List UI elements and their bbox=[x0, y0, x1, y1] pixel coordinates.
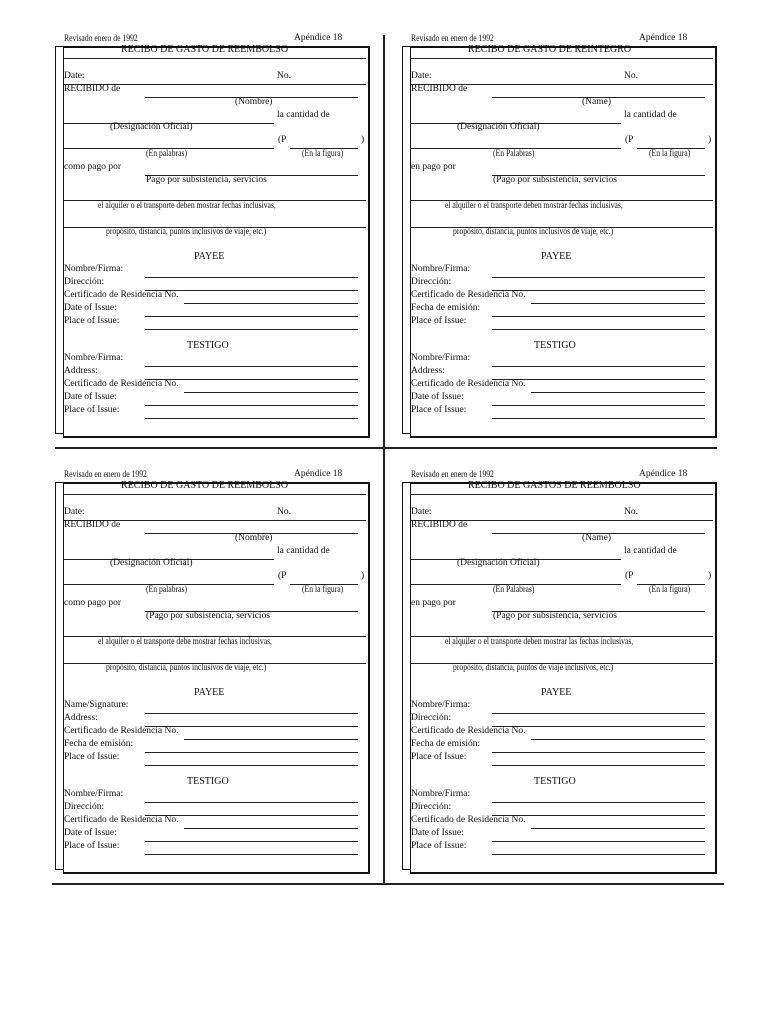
witness-heading: TESTIGO bbox=[187, 340, 229, 351]
form-edge-tab bbox=[55, 482, 63, 870]
payee-name-label: Name/Signature: bbox=[64, 700, 129, 710]
payee-place-line[interactable] bbox=[492, 765, 705, 766]
form-title: RECIBO DE GASTO DE REINTEGRO bbox=[468, 44, 632, 55]
witness-place-line[interactable] bbox=[145, 418, 358, 419]
payee-residence-label: Certificado de Residencia No. bbox=[64, 290, 179, 300]
title-underline bbox=[411, 58, 713, 59]
payee-residence-label: Certificado de Residencia No. bbox=[64, 726, 179, 736]
payee-residence-line[interactable] bbox=[184, 739, 358, 740]
revision-note: Revisado en enero de 1992 bbox=[64, 469, 147, 479]
purpose-line-2: el alquiler o el transporte deben mostrar fechas inclusivas, bbox=[98, 200, 276, 210]
payee-date-label: Fecha de emisión: bbox=[64, 739, 134, 749]
witness-name-line[interactable] bbox=[492, 366, 705, 367]
witness-name-label: Nombre/Firma: bbox=[64, 789, 124, 799]
purpose-line-2: el alquiler o el transporte deben mostrar fechas inclusivas, bbox=[445, 200, 623, 210]
payee-name-label: Nombre/Firma: bbox=[411, 700, 471, 710]
title-underline bbox=[411, 494, 713, 495]
peso-open: (P bbox=[278, 135, 287, 145]
witness-name-line[interactable] bbox=[145, 802, 358, 803]
amount-label: la cantidad de bbox=[277, 110, 330, 120]
figure-caption: (En la figura) bbox=[302, 584, 344, 594]
witness-address-label: Address: bbox=[64, 366, 98, 376]
form-title: RECIBO DE GASTOS DE REEMBOLSO bbox=[468, 480, 641, 491]
payee-name-line[interactable] bbox=[145, 713, 358, 714]
purpose-line-1: (Pago por subsistencia, servicios bbox=[493, 175, 618, 185]
number-label: No. bbox=[624, 71, 638, 81]
title-underline bbox=[64, 58, 366, 59]
payee-name-line[interactable] bbox=[492, 277, 705, 278]
figure-caption: (En la figura) bbox=[302, 148, 344, 158]
form-title: RECIBO DE GASTO DE REEMBOLSO bbox=[121, 480, 289, 491]
payee-date-line[interactable] bbox=[492, 752, 705, 753]
peso-close: ) bbox=[361, 135, 365, 145]
received-from-label: RECIBIDO de bbox=[64, 84, 121, 94]
words-caption: (En palabras) bbox=[146, 584, 187, 594]
payee-date-label: Date of Issue: bbox=[64, 303, 117, 313]
name-caption: (Nombre) bbox=[235, 97, 273, 107]
witness-heading: TESTIGO bbox=[534, 340, 576, 351]
purpose-line-1: Pago por subsistencia, servicios bbox=[146, 175, 267, 185]
purpose-line-2: el alquiler o el transporte deben mostrar las fechas inclusivas, bbox=[445, 636, 634, 646]
payee-heading: PAYEE bbox=[541, 687, 572, 698]
payment-label: como pago por bbox=[64, 162, 121, 172]
number-label: No. bbox=[277, 507, 291, 517]
witness-heading: TESTIGO bbox=[534, 776, 576, 787]
received-from-label: RECIBIDO de bbox=[411, 520, 468, 530]
appendix-label: Apéndice 18 bbox=[294, 469, 343, 479]
receipt-form bbox=[58, 470, 398, 880]
witness-date-label: Date of Issue: bbox=[64, 828, 117, 838]
witness-date-line[interactable] bbox=[492, 405, 705, 406]
payee-heading: PAYEE bbox=[194, 251, 225, 262]
payee-name-line[interactable] bbox=[492, 713, 705, 714]
peso-open: (P bbox=[625, 571, 634, 581]
witness-place-label: Place of Issue: bbox=[64, 405, 120, 415]
witness-address-label: Dirección: bbox=[64, 802, 105, 812]
figure-caption: (En la figura) bbox=[649, 584, 691, 594]
received-from-label: RECIBIDO de bbox=[411, 84, 468, 94]
payee-residence-line[interactable] bbox=[531, 739, 705, 740]
payee-place-label: Place of Issue: bbox=[64, 752, 120, 762]
purpose-line-3: propósito, distancia, puntos inclusivos de viaje, etc.) bbox=[106, 662, 267, 672]
date-label: Date: bbox=[64, 507, 85, 517]
date-label: Date: bbox=[411, 507, 432, 517]
witness-date-label: Date of Issue: bbox=[411, 392, 464, 402]
payee-date-line[interactable] bbox=[145, 752, 358, 753]
payee-residence-line[interactable] bbox=[531, 303, 705, 304]
payee-name-label: Nombre/Firma: bbox=[64, 264, 124, 274]
receipt-form bbox=[405, 34, 745, 444]
witness-place-label: Place of Issue: bbox=[64, 841, 120, 851]
witness-residence-line[interactable] bbox=[531, 828, 705, 829]
form-edge-tab bbox=[402, 482, 410, 870]
payee-residence-label: Certificado de Residencia No. bbox=[411, 726, 526, 736]
words-caption: (En Palabras) bbox=[493, 584, 535, 594]
purpose-line-1: (Pago por subsistencia, servicios bbox=[493, 611, 618, 621]
witness-date-line[interactable] bbox=[145, 405, 358, 406]
witness-date-label: Date of Issue: bbox=[64, 392, 117, 402]
middle-horizontal-divider bbox=[55, 447, 717, 449]
designation-caption: (Designación Oficial) bbox=[457, 558, 540, 568]
witness-residence-label: Certificado de Residencia No. bbox=[411, 379, 526, 389]
amount-label: la cantidad de bbox=[624, 546, 677, 556]
form-title: RECIBO DE GASTO DE REEMBOLSO bbox=[121, 44, 289, 55]
payee-place-line[interactable] bbox=[145, 329, 358, 330]
payee-heading: PAYEE bbox=[541, 251, 572, 262]
name-caption: (Nombre) bbox=[235, 533, 273, 543]
witness-name-label: Nombre/Firma: bbox=[411, 789, 471, 799]
witness-place-label: Place of Issue: bbox=[411, 405, 467, 415]
revision-note: Revisado en enero de 1992 bbox=[411, 469, 494, 479]
witness-residence-line[interactable] bbox=[184, 392, 358, 393]
witness-date-line[interactable] bbox=[492, 841, 705, 842]
name-caption: (Name) bbox=[582, 97, 612, 107]
witness-name-line[interactable] bbox=[145, 366, 358, 367]
revision-note: Revisado en enero de 1992 bbox=[411, 33, 494, 43]
witness-place-line[interactable] bbox=[492, 854, 705, 855]
payee-date-label: Fecha de emisión: bbox=[411, 739, 481, 749]
payment-label: en pago por bbox=[411, 162, 456, 172]
payee-residence-line[interactable] bbox=[184, 303, 358, 304]
payee-name-label: Nombre/Firma: bbox=[411, 264, 471, 274]
witness-date-label: Date of Issue: bbox=[411, 828, 464, 838]
appendix-label: Apéndice 18 bbox=[294, 33, 343, 43]
date-label: Date: bbox=[64, 71, 85, 81]
designation-caption: (Designación Oficial) bbox=[110, 558, 193, 568]
payee-address-label: Dirección: bbox=[64, 277, 105, 287]
number-label: No. bbox=[277, 71, 291, 81]
peso-close: ) bbox=[708, 571, 712, 581]
revision-note: Revisado enero de 1992 bbox=[64, 33, 138, 43]
receipt-form bbox=[58, 34, 398, 444]
payee-address-label: Dirección: bbox=[411, 277, 452, 287]
amount-label: la cantidad de bbox=[624, 110, 677, 120]
witness-residence-label: Certificado de Residencia No. bbox=[411, 815, 526, 825]
payment-label: como pago por bbox=[64, 598, 121, 608]
purpose-line-3: propósito, distancia, puntos inclusivos de viaje, etc.) bbox=[453, 226, 614, 236]
witness-date-line[interactable] bbox=[145, 841, 358, 842]
payee-place-line[interactable] bbox=[145, 765, 358, 766]
witness-heading: TESTIGO bbox=[187, 776, 229, 787]
payee-place-label: Place of Issue: bbox=[411, 752, 467, 762]
figure-caption: (En la figura) bbox=[649, 148, 691, 158]
peso-close: ) bbox=[708, 135, 712, 145]
payee-address-label: Dirección: bbox=[411, 713, 452, 723]
peso-open: (P bbox=[625, 135, 634, 145]
number-label: No. bbox=[624, 507, 638, 517]
payee-date-line[interactable] bbox=[492, 316, 705, 317]
payee-name-line[interactable] bbox=[145, 277, 358, 278]
words-caption: (En palabras) bbox=[146, 148, 187, 158]
title-underline bbox=[64, 494, 366, 495]
purpose-line-3: propósito, distancia, puntos inclusivos de viaje, etc.) bbox=[106, 226, 267, 236]
designation-caption: (Designación Oficial) bbox=[110, 122, 193, 132]
payee-date-label: Fecha de emisión: bbox=[411, 303, 481, 313]
payee-address-label: Address: bbox=[64, 713, 98, 723]
receipt-form bbox=[405, 470, 745, 880]
witness-place-line[interactable] bbox=[492, 418, 705, 419]
witness-place-line[interactable] bbox=[145, 854, 358, 855]
amount-label: la cantidad de bbox=[277, 546, 330, 556]
witness-residence-label: Certificado de Residencia No. bbox=[64, 379, 179, 389]
designation-caption: (Designación Oficial) bbox=[457, 122, 540, 132]
witness-residence-line[interactable] bbox=[184, 828, 358, 829]
received-from-label: RECIBIDO de bbox=[64, 520, 121, 530]
appendix-label: Apéndice 18 bbox=[639, 33, 688, 43]
witness-name-label: Nombre/Firma: bbox=[411, 353, 471, 363]
form-edge-tab bbox=[402, 46, 410, 434]
name-caption: (Name) bbox=[582, 533, 612, 543]
payee-residence-label: Certificado de Residencia No. bbox=[411, 290, 526, 300]
witness-place-label: Place of Issue: bbox=[411, 841, 467, 851]
form-edge-tab bbox=[55, 46, 63, 434]
payee-place-line[interactable] bbox=[492, 329, 705, 330]
payee-date-line[interactable] bbox=[145, 316, 358, 317]
purpose-line-3: propósito, distancia, puntos de viaje inclusivos, etc.) bbox=[453, 662, 614, 672]
appendix-label: Apéndice 18 bbox=[639, 469, 688, 479]
purpose-line-1: (Pago por subsistencia, servicios bbox=[146, 611, 271, 621]
witness-residence-label: Certificado de Residencia No. bbox=[64, 815, 179, 825]
payee-heading: PAYEE bbox=[194, 687, 225, 698]
witness-name-label: Nombre/Firma: bbox=[64, 353, 124, 363]
witness-address-label: Address: bbox=[411, 366, 445, 376]
words-caption: (En Palabras) bbox=[493, 148, 535, 158]
payee-place-label: Place of Issue: bbox=[411, 316, 467, 326]
date-label: Date: bbox=[411, 71, 432, 81]
payee-place-label: Place of Issue: bbox=[64, 316, 120, 326]
witness-name-line[interactable] bbox=[492, 802, 705, 803]
witness-residence-line[interactable] bbox=[531, 392, 705, 393]
peso-open: (P bbox=[278, 571, 287, 581]
payment-label: en pago por bbox=[411, 598, 456, 608]
bottom-horizontal-divider bbox=[52, 883, 724, 885]
purpose-line-2: el alquiler o el transporte debe mostrar fechas inclusivas, bbox=[98, 636, 272, 646]
peso-close: ) bbox=[361, 571, 365, 581]
witness-address-label: Dirección: bbox=[411, 802, 452, 812]
